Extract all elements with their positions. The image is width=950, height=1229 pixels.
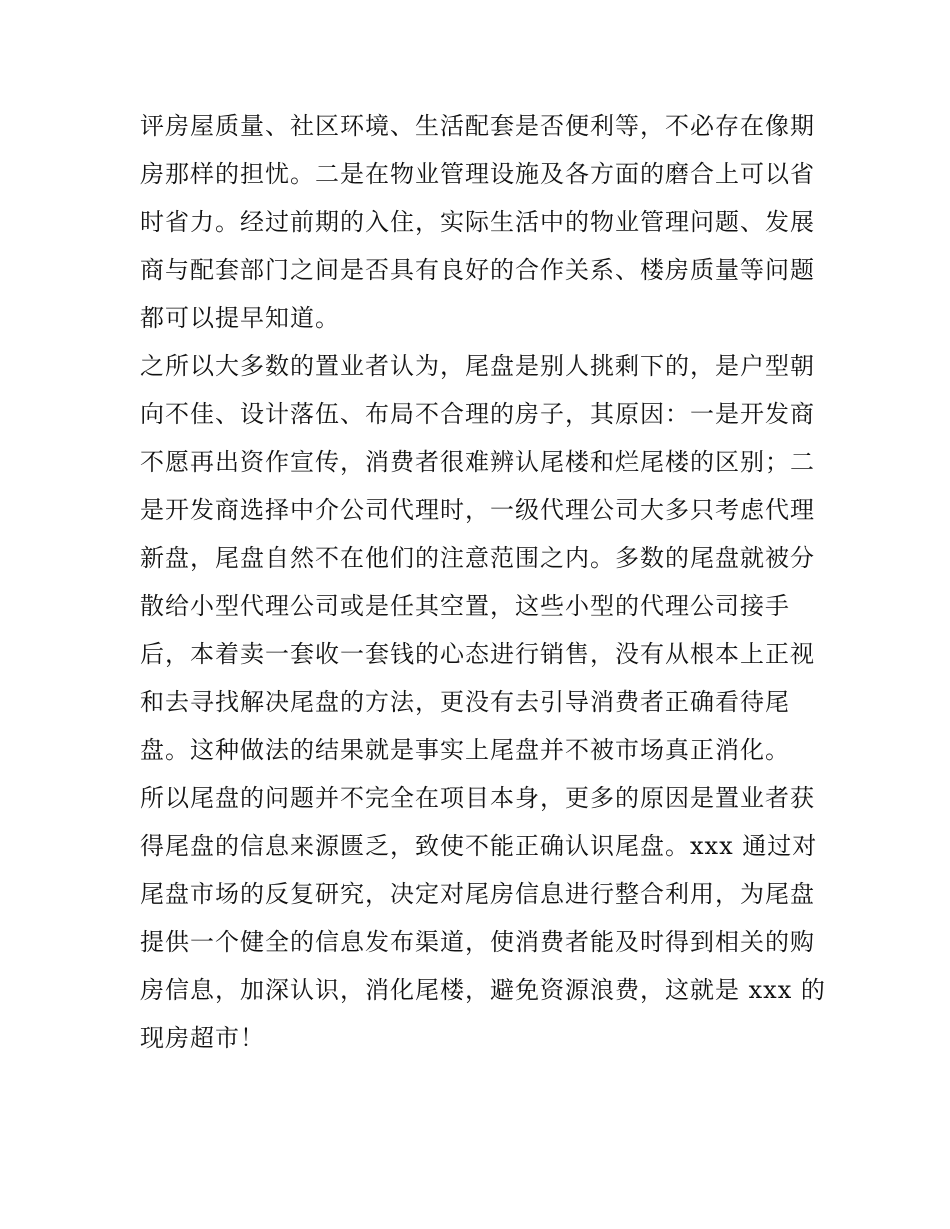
text-line: 散给小型代理公司或是任其空置，这些小型的代理公司接手: [140, 592, 790, 620]
document-body: [140, 102, 826, 1062]
paragraph-2: [140, 342, 820, 774]
text-line: 后，本着卖一套收一套钱的心态进行销售，没有从根本上正视: [140, 640, 815, 668]
text-line: 房信息，加深认识，消化尾楼，避免资源浪费，这就是 xxx 的: [140, 976, 826, 1004]
text-line: 都可以提早知道。: [140, 304, 340, 332]
text-line: 商与配套部门之间是否具有良好的合作关系、楼房质量等问题: [140, 256, 815, 284]
text-line: 和去寻找解决尾盘的方法，更没有去引导消费者正确看待尾: [140, 688, 790, 716]
text-line: 现房超市！: [140, 1024, 265, 1052]
paragraph-3: [140, 774, 826, 1062]
text-line: 不愿再出资作宣传，消费者很难辨认尾楼和烂尾楼的区别；二: [140, 448, 815, 476]
text-line: 向不佳、设计落伍、布局不合理的房子，其原因：一是开发商: [140, 400, 815, 428]
text-line: 房那样的担忧。二是在物业管理设施及各方面的磨合上可以省: [140, 160, 815, 188]
text-line: 时省力。经过前期的入住，实际生活中的物业管理问题、发展: [140, 208, 815, 236]
text-line: 盘。这种做法的结果就是事实上尾盘并不被市场真正消化。: [140, 736, 790, 764]
text-line: 所以尾盘的问题并不完全在项目本身，更多的原因是置业者获: [140, 784, 815, 812]
paragraph-1: [140, 102, 820, 342]
text-line: 之所以大多数的置业者认为，尾盘是别人挑剩下的，是户型朝: [140, 352, 815, 380]
text-line: 是开发商选择中介公司代理时，一级代理公司大多只考虑代理: [140, 496, 815, 524]
text-line: 尾盘市场的反复研究，决定对尾房信息进行整合利用，为尾盘: [140, 880, 815, 908]
text-line: 得尾盘的信息来源匮乏，致使不能正确认识尾盘。xxx 通过对: [140, 832, 818, 860]
text-line: 评房屋质量、社区环境、生活配套是否便利等，不必存在像期: [140, 112, 815, 140]
text-line: 提供一个健全的信息发布渠道，使消费者能及时得到相关的购: [140, 928, 815, 956]
text-line: 新盘，尾盘自然不在他们的注意范围之内。多数的尾盘就被分: [140, 544, 815, 572]
